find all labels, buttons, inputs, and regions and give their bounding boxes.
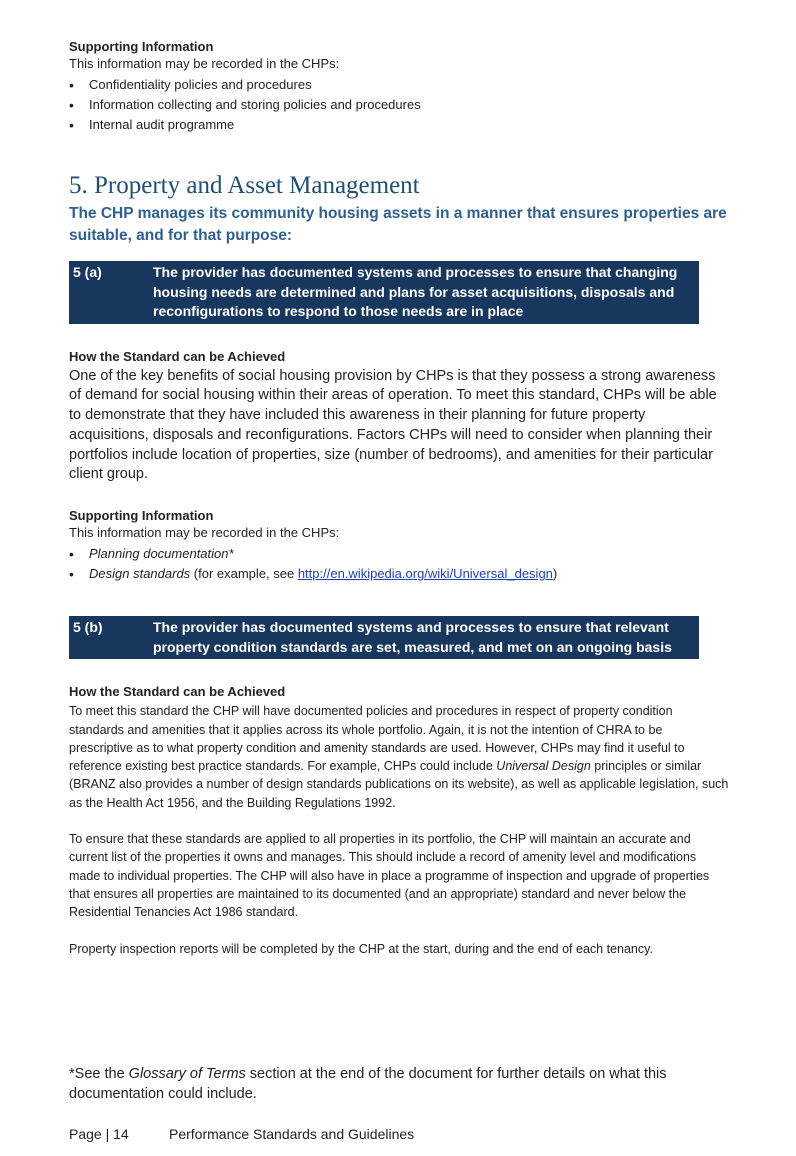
footnote bbox=[69, 1064, 729, 1104]
supporting-info-list bbox=[69, 75, 729, 135]
body-paragraph: To ensure that these standards are applied to all properties in its portfolio, the CHP will maintain an accurate and current list of the properties it owns and manages. This should include a record of amenity level and modifications made to individual properties. The CHP will also have in place a programme of inspection and upgrade of properties that ensures all properties are maintained to its documented (and an appropriate) standard and never below the Residential Tenancies Act 1986 standard. bbox=[69, 832, 710, 920]
list-item bbox=[69, 564, 729, 584]
footnote-text: *See the bbox=[69, 1066, 129, 1082]
body-paragraph: Property inspection reports will be completed by the CHP at the start, during and the end of each tenancy. bbox=[69, 941, 653, 956]
list-item-text: ) bbox=[552, 566, 558, 582]
page-footer bbox=[69, 1126, 414, 1142]
paragraph-text: principles or similar (BRANZ also provides a number of design standards publications on its website), as well as applicable legislation, such as the Health Act 1956, and the Building Regulations 1992. bbox=[69, 759, 729, 810]
standard-text: The provider has documented systems and processes to ensure that relevant property condition standards are set, measured, and met on an ongoing basis bbox=[153, 619, 672, 655]
how-achieved-heading: How the Standard can be Achieved bbox=[69, 348, 286, 364]
standard-5b-box bbox=[69, 616, 699, 659]
supporting-info-list bbox=[69, 544, 729, 584]
universal-design-text: Universal Design bbox=[496, 759, 591, 774]
section-subtitle: The CHP manages its community housing assets in a manner that ensures properties are suitable, and for that purpose: bbox=[69, 205, 727, 244]
supporting-info-heading: Supporting Information bbox=[69, 508, 214, 524]
universal-design-link[interactable]: http://en.wikipedia.org/wiki/Universal_design bbox=[297, 566, 553, 582]
supporting-info-intro: This information may be recorded in the CHPs: bbox=[69, 525, 340, 541]
list-item: • Information collecting and storing policies and procedures bbox=[69, 95, 729, 115]
list-item-text: (for example, see bbox=[190, 566, 298, 582]
list-item: • Confidentiality policies and procedures bbox=[69, 75, 729, 95]
design-standards-text: Design standards bbox=[89, 566, 191, 582]
document-page bbox=[69, 38, 729, 958]
document-title: Performance Standards and Guidelines bbox=[169, 1126, 415, 1142]
glossary-text: Glossary of Terms bbox=[128, 1066, 246, 1082]
section-title: 5. Property and Asset Management bbox=[69, 172, 420, 199]
supporting-info-intro: This information may be recorded in the CHPs: bbox=[69, 56, 340, 71]
body-paragraph bbox=[69, 702, 729, 812]
planning-doc-text: Planning documentation* bbox=[89, 546, 234, 562]
standard-code: 5 (a) bbox=[73, 264, 102, 280]
standard-code: 5 (b) bbox=[73, 619, 103, 636]
paragraph-text: To meet this standard the CHP will have documented policies and procedures in respect of property condition standards and amenities that it applies across its whole portfolio. Again, it is not the intention of CHRA to be prescriptive as to what property condition and amenity standards are used. However, CHPs may find it useful to reference existing best practice standards. For example, CHPs could include bbox=[69, 704, 685, 774]
page-number: Page | 14 bbox=[69, 1126, 129, 1142]
list-item bbox=[69, 544, 729, 564]
standard-text: The provider has documented systems and processes to ensure that changing housing needs are determined and plans for asset acquisitions, disposals and reconfigurations to respond to those needs are in place bbox=[153, 264, 678, 319]
list-item: • Internal audit programme bbox=[69, 115, 729, 135]
footnote-text: section at the end of the document for further details on what this documentation could include. bbox=[69, 1066, 667, 1102]
how-achieved-heading: How the Standard can be Achieved bbox=[69, 684, 286, 700]
how-achieved-text: One of the key benefits of social housing provision by CHPs is that they possess a strong awareness of demand for social housing within their areas of operation. To meet this standard, CHPs will be able to demonstrate that they have included this awareness in their planning for future property acquisitions, disposals and reconfigurations. Factors CHPs will need to consider when planning their portfolios include location of properties, size (number of bedrooms), and amenities for their particular client group. bbox=[69, 367, 717, 483]
standard-5a-box bbox=[69, 261, 699, 324]
supporting-info-heading: Supporting Information bbox=[69, 39, 214, 54]
